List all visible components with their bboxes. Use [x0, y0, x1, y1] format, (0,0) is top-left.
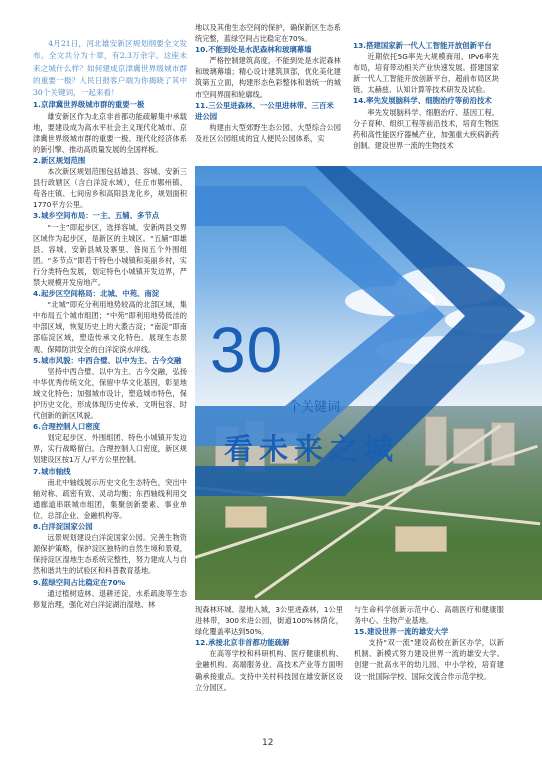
section-heading: 1.京津冀世界级城市群的重要一极 [33, 100, 145, 110]
section-body: 雄安新区作为北京非首都功能疏解集中承载地，要建设成为高水平社会主义现代化城市、京津冀世界级城市群的重要一极、现代化经济体系的新引擎、推动高质量发展的全国样板。 [33, 111, 187, 154]
section-body: 通过植树造林、退耕还淀、水系疏浚等生态修复治理，强化对白洋淀湖泊湿地、林 [33, 588, 187, 609]
section-heading: 10.不能到处是水泥森林和玻璃幕墙 [195, 45, 312, 55]
section-heading: 9.蓝绿空间占比稳定在70% [33, 577, 126, 587]
section-heading: 5.城市风貌：中西合璧、以中为主、古今交融 [33, 355, 182, 365]
section-heading: 4.起步区空间格局：北城、中苑、南淀 [33, 289, 160, 299]
bottom-middle-column [195, 604, 343, 754]
section-body: 划定起步区、外围组团、特色小城镇开发边界，实行战略留白。合理控制人口密度，新区规划建设区按1万人/平方公里控制。 [33, 433, 187, 465]
section-heading: 8.白洋淀国家公园 [33, 522, 93, 532]
section-body: 远景规划建设白洋淀国家公园。完善生物资源保护策略，保护淀区独特的自然生境和景观，保持淀区湿地生态系统完整性，努力建成人与自然和谐共生的试验区和科普教育基地。 [33, 533, 187, 576]
section-body: 近期依托5G率先大规模商用、IPv6率先布局，培育带动相关产业快速发展。搭建国家新一代人工智能开放创新平台，超前布局区块链、太赫兹、认知计算等技术研发及试验。 [353, 52, 499, 95]
section-body: 与生命科学创新示范中心、高端医疗和健康服务中心、生物产业基地。 [354, 605, 504, 626]
section-body: 坚持中西合璧、以中为主、古今交融，弘扬中华优秀传统文化，保留中华文化基因，彰显地域文化特色；加强城市设计，塑造城市特色，保护历史文化，形成体现历史传承、文明包容、时代创新的新区风貌。 [33, 366, 187, 421]
section-body: 严格控制建筑高度，不能到处是水泥森林和玻璃幕墙；精心设计建筑顶部，优化美化建筑第五立面，构建形态色彩整体和谐统一的城市空间界面和轮廓线。 [195, 56, 341, 99]
section-body: 支持“双一流”建设高校在新区办学，以新机制、新模式努力建设世界一流的雄安大学。创建一批高水平的幼儿园、中小学校，培育建设一批国际学校、国际交流合作示范学校。 [354, 638, 504, 681]
section-body: 现森林环城、湿地入城，3公里进森林，1公里进林带，300米进公园，街道100%林荫化，绿化覆盖率达到50%。 [195, 605, 343, 637]
feature-slogan: 看未来之城 [224, 432, 400, 466]
left-column [33, 38, 187, 758]
section-body: 本次新区规划范围包括雄县、容城、安新三县行政辖区（含白洋淀水域），任丘市鄚州镇、苟各庄镇、七间房乡和高阳县龙化乡，规划面积1770平方公里。 [33, 167, 187, 210]
section-heading: 6.合理控制人口密度 [33, 422, 101, 432]
section-body: 率先发展脑科学、细胞治疗、基因工程、分子育种、组织工程等前沿技术，培育生物医药和高性能医疗器械产业，加强重大疾病新药创制。建设世界一流的生物技术 [353, 107, 499, 150]
middle-column [195, 22, 341, 182]
feature-number: 30 [210, 314, 284, 386]
section-heading: 14.率先发展脑科学、细胞治疗等前沿技术 [353, 96, 492, 106]
section-heading: 12.承接北京非首都功能疏解 [195, 638, 290, 648]
intro-paragraph: 4月21日，河北雄安新区规划纲要全文发布。全文共分为十章，有2.3万余字。这座未来之城什么样？如何建成京津冀世界级城市群的重要一极？人民日报客户端为你揭晓了其中30个关键词，一起来看！ [33, 39, 187, 98]
bottom-right-column [354, 604, 504, 754]
section-heading: 7.城市轴线 [33, 466, 71, 476]
feature-subtitle: 个关键词 [288, 400, 341, 415]
section-heading: 3.城乡空间布局：一主、五辅、多节点 [33, 211, 160, 221]
section-heading: 11.三公里进森林、一公里进林带、三百米进公园 [195, 100, 334, 121]
page-number: 12 [262, 738, 274, 748]
section-body: 南北中轴线展示历史文化生态特色，突出中轴对称、疏密有致、灵动均衡；东西轴线利用交通廊道串联城市组团，集聚创新要素、事业单位、总部企业、金融机构等。 [33, 477, 187, 520]
section-body: 在高等学校和科研机构、医疗健康机构、金融机构、高端服务业、高技术产业等方面明确承接重点。支持中关村科技园在雄安新区设立分园区。 [195, 649, 343, 692]
section-body: 地以及其他生态空间的保护，确保新区生态系统完整，蓝绿空间占比稳定在70%。 [195, 23, 341, 44]
section-body: “一主”即起步区，选择容城、安新两县交界区域作为起步区，是新区的主城区。“五辅”即雄县、容城、安新县城及寨里、昝岗五个外围组团。“多节点”即若干特色小城镇和美丽乡村，实行分类特色发展，划定特色小城镇开发边界，严禁大规模开发房地产。 [33, 222, 187, 287]
section-body: 构建由大型郊野生态公园、大型综合公园及社区公园组成的宜人便民公园体系，实 [195, 122, 341, 143]
section-body: “北城”即充分利用地势较高的北部区域，集中布局五个城市组团；“中苑”即利用地势低洼的中部区域，恢复历史上的大溵古淀；“南淀”即南部临淀区域，塑造传承文化特色、展现生态景观、保障防洪安全的白洋淀滨水岸线。 [33, 300, 187, 354]
section-heading: 13.搭建国家新一代人工智能开放创新平台 [353, 41, 492, 50]
section-heading: 2.新区规划范围 [33, 155, 86, 165]
section-heading: 15.建设世界一流的雄安大学 [354, 627, 449, 637]
